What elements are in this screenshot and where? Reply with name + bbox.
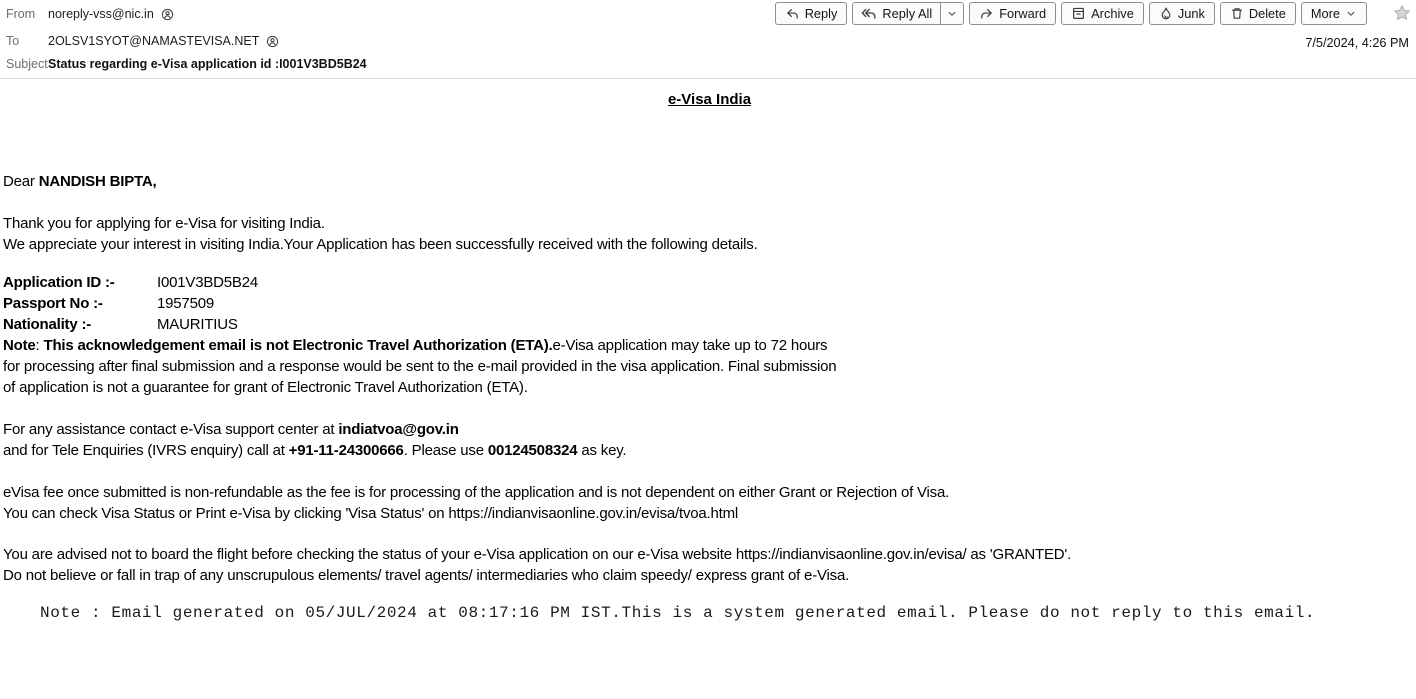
chevron-down-icon [1345,8,1357,20]
detail-value: MAURITIUS [157,316,238,333]
intro-paragraph [3,213,1416,255]
forward-icon [979,7,994,21]
junk-button-label: Junk [1177,6,1205,21]
delete-button-label: Delete [1248,6,1286,21]
reply-all-dropdown-button[interactable] [940,3,963,24]
forward-button[interactable] [969,2,1056,25]
message-toolbar [775,2,1367,25]
from-label: From [6,7,36,21]
message-header [0,0,1416,79]
subject-row [6,57,367,72]
body-line: You are advised not to board the flight before checking the status of your e-Visa application on our e-Visa website https://indianvisaonline.gov.in/evisa/ as 'GRANTED'. [3,546,1072,563]
body-line: Thank you for applying for e-Visa for visiting India. [3,215,325,232]
detail-value: 1957509 [157,295,214,312]
application-details [3,272,1416,398]
body-line: Do not believe or fall in trap of any unscrupulous elements/ travel agents/ intermediaries who claim speedy/ express grant of e-Visa. [3,567,850,584]
detail-row-passport-no [3,293,1416,314]
detail-label: Nationality :- [3,316,92,333]
reply-all-icon [861,7,877,21]
subject-label: Subject [6,57,48,71]
body-line: You can check Visa Status or Print e-Visa by clicking 'Visa Status' on https://indianvisaonline.gov.in/evisa/tvoa.html [3,505,739,522]
contact-icon[interactable] [266,35,279,48]
reply-button[interactable] [775,2,848,25]
to-label: To [6,34,20,48]
chevron-down-icon [946,8,958,20]
archive-button-label: Archive [1091,6,1134,21]
note-line: for processing after final submission and a response would be sent to the e-mail provided in the visa application. Final submission [3,358,837,375]
support-paragraph [3,419,1416,461]
reply-all-split-button [852,2,964,25]
to-row [6,34,279,49]
archive-icon [1071,6,1086,21]
greeting-line: Dear NANDISH BIPTA, [3,173,157,190]
from-row [6,7,174,22]
flame-icon [1159,6,1173,21]
fee-paragraph [3,482,1416,524]
reply-all-button-label: Reply All [882,6,933,21]
detail-label: Application ID :- [3,274,115,291]
reply-button-label: Reply [804,6,838,21]
to-address[interactable]: 2OLSV1SYOT@NAMASTEVISA.NET [48,34,260,48]
system-generated-note: Note : Email generated on 05/JUL/2024 at 08:17:16 PM IST.This is a system generated email. Please do not reply to this email. [40,604,1316,622]
message-body [0,89,1416,624]
support-line: and for Tele Enquiries (IVRS enquiry) call at +91-11-24300666. Please use 00124508324 as key. [3,442,627,459]
forward-button-label: Forward [999,6,1047,21]
support-line: For any assistance contact e-Visa support center at indiatvoa@gov.in [3,421,459,438]
more-button-label: More [1310,6,1340,21]
trash-icon [1230,6,1244,21]
advice-paragraph [3,544,1416,586]
note-line: of application is not a guarantee for grant of Electronic Travel Authorization (ETA). [3,379,528,396]
subject-text: Status regarding e-Visa application id :I001V3BD5B24 [48,57,367,71]
note-line: Note: This acknowledgement email is not Electronic Travel Authorization (ETA).e-Visa application may take up to 72 hours [3,337,828,354]
detail-row-nationality [3,314,1416,335]
from-address[interactable]: noreply-vss@nic.in [48,7,154,21]
email-title: e-Visa India [667,91,752,108]
delete-button[interactable] [1220,2,1296,25]
more-button[interactable] [1301,2,1367,25]
reply-all-button[interactable] [853,3,940,24]
archive-button[interactable] [1061,2,1144,25]
detail-value: I001V3BD5B24 [157,274,259,291]
star-icon[interactable] [1393,4,1411,27]
contact-icon[interactable] [161,8,174,21]
detail-label: Passport No :- [3,295,103,312]
body-line: eVisa fee once submitted is non-refundable as the fee is for processing of the application and is not dependent on either Grant or Rejection of Visa. [3,484,950,501]
body-line: We appreciate your interest in visiting India.Your Application has been successfully received with the following details. [3,236,758,253]
message-date: 7/5/2024, 4:26 PM [1305,36,1409,50]
junk-button[interactable] [1149,2,1215,25]
detail-row-application-id [3,272,1416,293]
reply-icon [785,7,800,21]
